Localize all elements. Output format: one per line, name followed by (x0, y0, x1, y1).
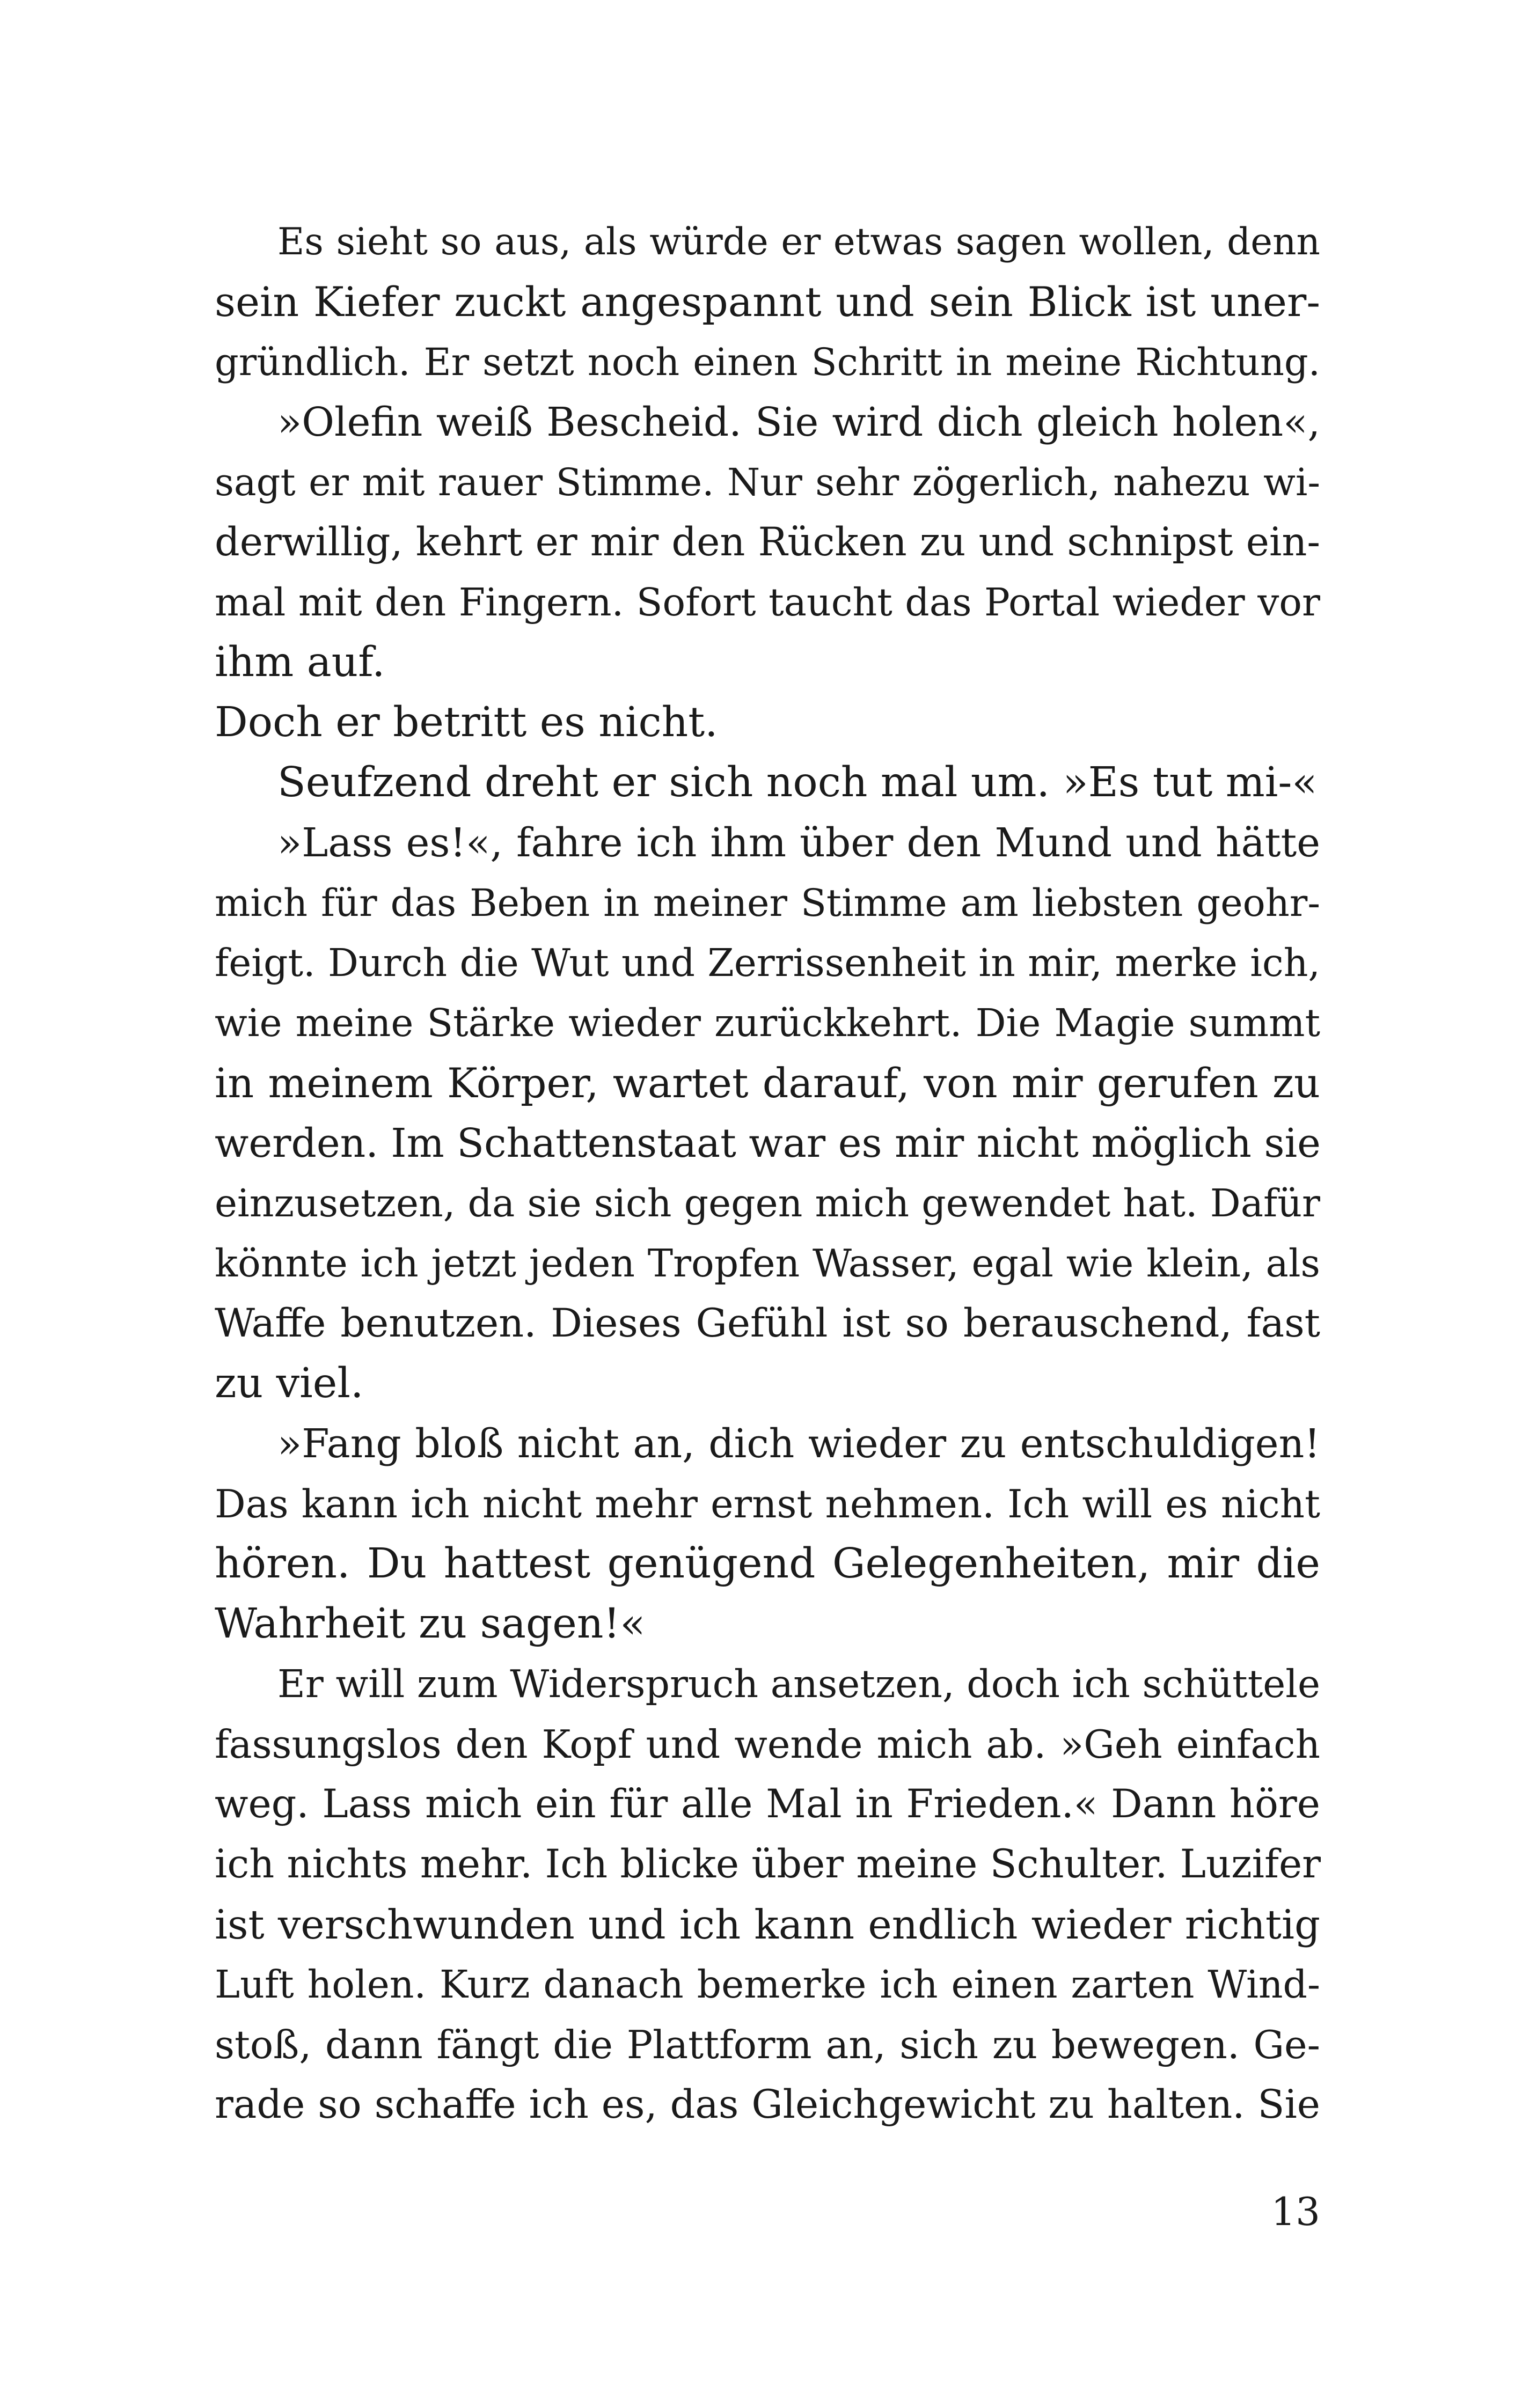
text-line: sagt er mit rauer Stimme. Nur sehr zögerlich, nahezu wi- (215, 460, 1320, 504)
text-line: wie meine Stärke wieder zurückkehrt. Die Magie summt (215, 1001, 1320, 1045)
text-line: werden. Im Schattenstaat war es mir nicht möglich sie (215, 1120, 1321, 1166)
text-line: in meinem Körper, wartet darauf, von mir gerufen zu (215, 1059, 1320, 1107)
text-line: Er will zum Widerspruch ansetzen, doch ich schüttele (277, 1662, 1320, 1706)
text-line: weg. Lass mich ein für alle Mal in Frieden.« Dann höre (215, 1781, 1320, 1827)
text-line: hören. Du hattest genügend Gelegenheiten, mir die (215, 1540, 1320, 1588)
text-line: Es sieht so aus, als würde er etwas sagen wollen, denn (277, 221, 1320, 263)
text-line: könnte ich jetzt jeden Tropfen Wasser, egal wie klein, als (215, 1241, 1320, 1286)
text-line: rade so schaffe ich es, das Gleichgewicht zu halten. Sie (215, 2082, 1320, 2127)
text-line: feigt. Durch die Wut und Zerrissenheit in mir, merke ich, (215, 941, 1320, 985)
text-line: ihm auf. (215, 638, 385, 686)
text-line: derwillig, kehrt er mir den Rücken zu und schnipst ein- (215, 519, 1320, 565)
text-line: Waffe benutzen. Dieses Gefühl ist so berauschend, fast (215, 1301, 1320, 1346)
text-line: Seufzend dreht er sich noch mal um. »Es tut mi-« (277, 759, 1318, 806)
text-line: Das kann ich nicht mehr ernst nehmen. Ich will es nicht (215, 1481, 1320, 1526)
text-line: ich nichts mehr. Ich blicke über meine Schulter. Luzifer (215, 1841, 1321, 1887)
page-number: 13 (1271, 2189, 1320, 2234)
text-line: einzusetzen, da sie sich gegen mich gewendet hat. Dafür (215, 1181, 1320, 1225)
text-line: gründlich. Er setzt noch einen Schritt in meine Richtung. (215, 340, 1320, 384)
text-line: Wahrheit zu sagen!« (215, 1600, 646, 1648)
text-line: zu viel. (215, 1360, 364, 1407)
text-line: »Lass es!«, fahre ich ihm über den Mund und hätte (277, 820, 1320, 866)
text-line: mich für das Beben in meiner Stimme am liebsten geohr- (215, 881, 1320, 925)
text-line: mal mit den Fingern. Sofort taucht das Portal wieder vor (215, 580, 1320, 625)
text-line: »Fang bloß nicht an, dich wieder zu entschuldigen! (277, 1421, 1320, 1467)
text-line: »Olefin weiß Bescheid. Sie wird dich gleich holen«, (277, 399, 1320, 445)
text-line: stoß, dann fängt die Plattform an, sich zu bewegen. Ge- (215, 2022, 1320, 2067)
text-line: Doch er betritt es nicht. (215, 699, 718, 746)
text-line: Luft holen. Kurz danach bemerke ich einen zarten Wind- (215, 1962, 1320, 2007)
text-line: ist verschwunden und ich kann endlich wieder richtig (215, 1901, 1320, 1948)
text-line: fassungslos den Kopf und wende mich ab. »Geh einfach (215, 1722, 1320, 1767)
text-line: sein Kiefer zuckt angespannt und sein Blick ist uner- (215, 278, 1320, 326)
